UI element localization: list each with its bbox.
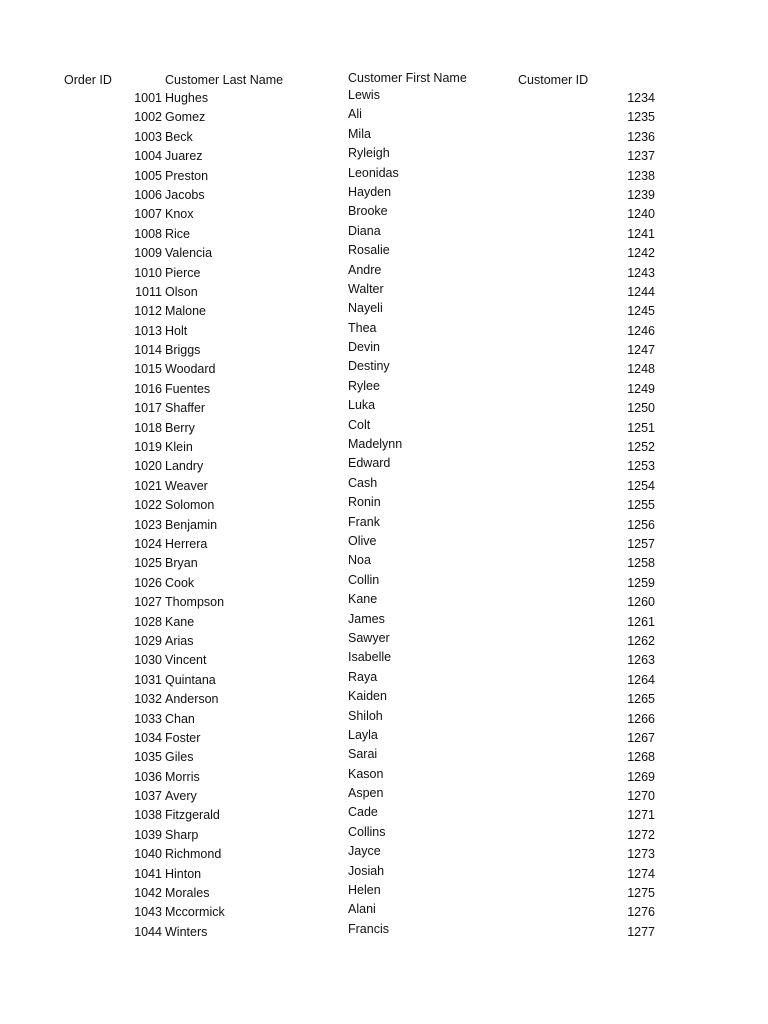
cell-customer-last-name: Hughes [165, 91, 209, 105]
cell-customer-last-name: Rice [165, 226, 191, 241]
cell-order-id: 1039 [134, 827, 162, 842]
cell-customer-first-name: Colt [348, 417, 371, 432]
cell-order-id: 1002 [134, 110, 162, 125]
cell-customer-first-name: Edward [348, 456, 391, 471]
cell-customer-id: 1245 [627, 304, 655, 319]
cell-customer-last-name: Mccormick [165, 905, 225, 920]
cell-customer-id: 1276 [627, 905, 655, 920]
cell-customer-first-name: Alani [348, 902, 376, 917]
table-row [0, 380, 768, 399]
cell-customer-id: 1236 [627, 129, 655, 144]
cell-order-id: 1014 [134, 343, 162, 358]
cell-customer-last-name: Hinton [165, 866, 202, 881]
table-row [0, 535, 768, 554]
cell-customer-id: 1259 [627, 575, 655, 590]
table-row [0, 302, 768, 321]
cell-customer-last-name: Avery [165, 789, 197, 804]
cell-customer-first-name: Walter [348, 281, 384, 296]
table-row [0, 923, 768, 942]
header-row [0, 70, 768, 88]
cell-customer-last-name: Berry [165, 420, 195, 435]
cell-customer-id: 1239 [627, 187, 655, 202]
table-row [0, 516, 768, 535]
cell-order-id: 1035 [134, 750, 162, 765]
cell-customer-last-name: Anderson [165, 692, 219, 707]
cell-customer-first-name: Thea [348, 320, 377, 335]
cell-customer-id: 1240 [627, 207, 655, 222]
cell-customer-first-name: Devin [348, 340, 380, 355]
cell-customer-id: 1273 [627, 847, 655, 862]
cell-order-id: 1017 [134, 401, 162, 416]
cell-customer-last-name: Preston [165, 168, 209, 183]
table-row [0, 826, 768, 845]
cell-customer-last-name: Briggs [165, 343, 201, 358]
cell-customer-first-name: Collins [348, 824, 386, 839]
cell-customer-first-name: Diana [348, 223, 381, 238]
cell-customer-first-name: Andre [348, 262, 382, 277]
cell-customer-id: 1269 [627, 769, 655, 784]
table-row [0, 496, 768, 515]
cell-customer-last-name: Thompson [165, 595, 225, 610]
cell-order-id: 1034 [134, 730, 162, 745]
cell-customer-id: 1249 [627, 381, 655, 396]
cell-customer-id: 1271 [627, 808, 655, 823]
cell-customer-first-name: Hayden [348, 184, 392, 199]
cell-customer-id: 1263 [627, 653, 655, 668]
cell-customer-first-name: Rylee [348, 378, 380, 393]
cell-customer-first-name: Collin [348, 572, 380, 587]
header-customer-first-name: Customer First Name [348, 71, 467, 85]
cell-order-id: 1036 [134, 769, 162, 784]
table-row [0, 244, 768, 263]
cell-order-id: 1033 [134, 711, 162, 726]
cell-customer-id: 1255 [627, 498, 655, 513]
header-customer-id: Customer ID [518, 73, 589, 87]
table-row [0, 651, 768, 670]
cell-customer-id: 1274 [627, 866, 655, 881]
cell-customer-id: 1234 [627, 91, 655, 105]
cell-customer-first-name: Raya [348, 669, 378, 684]
cell-customer-first-name: Cade [348, 805, 378, 820]
cell-customer-id: 1266 [627, 711, 655, 726]
cell-customer-first-name: Francis [348, 921, 389, 936]
cell-customer-first-name: Kane [348, 592, 378, 607]
cell-customer-first-name: Jayce [348, 844, 381, 859]
cell-order-id: 1010 [134, 265, 162, 280]
cell-customer-first-name: Nayeli [348, 301, 383, 316]
cell-customer-last-name: Herrera [165, 536, 208, 551]
cell-customer-first-name: Brooke [348, 204, 388, 219]
cell-customer-first-name: Leonidas [348, 165, 399, 180]
cell-customer-first-name: Rosalie [348, 243, 390, 258]
cell-order-id: 1038 [134, 808, 162, 823]
cell-order-id: 1007 [134, 207, 162, 222]
header-order-id: Order ID [64, 73, 112, 87]
cell-customer-last-name: Fitzgerald [165, 808, 220, 823]
cell-order-id: 1025 [134, 556, 162, 571]
table-row [0, 884, 768, 903]
table-row [0, 787, 768, 806]
cell-customer-first-name: Luka [348, 398, 376, 413]
cell-order-id: 1021 [134, 478, 162, 493]
cell-order-id: 1040 [134, 847, 162, 862]
cell-order-id: 1043 [134, 905, 162, 920]
cell-customer-id: 1238 [627, 168, 655, 183]
table-row [0, 205, 768, 224]
cell-order-id: 1042 [134, 886, 162, 901]
cell-customer-id: 1246 [627, 323, 655, 338]
cell-order-id: 1031 [134, 672, 162, 687]
cell-customer-last-name: Vincent [165, 653, 207, 668]
cell-order-id: 1041 [134, 866, 162, 881]
cell-customer-id: 1261 [627, 614, 655, 629]
table-row [0, 264, 768, 283]
cell-customer-id: 1260 [627, 595, 655, 610]
cell-customer-last-name: Sharp [165, 827, 199, 842]
table-row [0, 322, 768, 341]
table-row [0, 360, 768, 379]
cell-customer-id: 1272 [627, 827, 655, 842]
cell-customer-first-name: Olive [348, 533, 377, 548]
cell-customer-last-name: Chan [165, 711, 195, 726]
cell-customer-id: 1268 [627, 750, 655, 765]
cell-customer-first-name: Frank [348, 514, 380, 529]
cell-customer-last-name: Malone [165, 304, 206, 319]
cell-customer-first-name: Aspen [348, 786, 384, 801]
cell-customer-id: 1251 [627, 420, 655, 435]
cell-customer-last-name: Holt [165, 323, 188, 338]
cell-customer-id: 1275 [627, 886, 655, 901]
cell-order-id: 1012 [134, 304, 162, 319]
cell-customer-last-name: Olson [165, 284, 198, 299]
table-row [0, 477, 768, 496]
cell-customer-id: 1237 [627, 149, 655, 164]
cell-customer-last-name: Klein [165, 440, 193, 455]
cell-customer-last-name: Woodard [165, 362, 216, 377]
cell-order-id: 1032 [134, 692, 162, 707]
table-row [0, 748, 768, 767]
cell-customer-id: 1235 [627, 110, 655, 125]
cell-customer-last-name: Gomez [165, 110, 206, 125]
cell-customer-last-name: Morales [165, 886, 210, 901]
cell-customer-last-name: Morris [165, 769, 200, 784]
cell-order-id: 1027 [134, 595, 162, 610]
cell-order-id: 1004 [134, 149, 162, 164]
table-row [0, 690, 768, 709]
cell-order-id: 1015 [134, 362, 162, 377]
cell-customer-first-name: Shiloh [348, 708, 383, 723]
cell-customer-first-name: Destiny [348, 359, 390, 374]
cell-customer-id: 1252 [627, 440, 655, 455]
cell-customer-last-name: Benjamin [165, 517, 218, 532]
cell-customer-first-name: Kaiden [348, 689, 387, 704]
cell-customer-id: 1270 [627, 789, 655, 804]
cell-order-id: 1023 [134, 517, 162, 532]
table-row [0, 710, 768, 729]
cell-customer-last-name: Pierce [165, 265, 201, 280]
cell-customer-id: 1256 [627, 517, 655, 532]
cell-customer-first-name: Kason [348, 766, 384, 781]
cell-order-id: 1044 [134, 924, 162, 939]
cell-customer-last-name: Quintana [165, 672, 216, 687]
cell-customer-id: 1243 [627, 265, 655, 280]
cell-customer-first-name: Isabelle [348, 650, 392, 665]
table-row [0, 554, 768, 573]
cell-order-id: 1011 [135, 284, 162, 299]
cell-customer-last-name: Solomon [165, 498, 215, 513]
cell-order-id: 1020 [134, 459, 162, 474]
cell-customer-id: 1265 [627, 692, 655, 707]
table-row [0, 283, 768, 302]
cell-customer-first-name: Madelynn [348, 437, 403, 452]
cell-customer-id: 1253 [627, 459, 655, 474]
cell-customer-id: 1242 [627, 246, 655, 261]
cell-order-id: 1009 [134, 246, 162, 261]
table-row [0, 865, 768, 884]
cell-customer-last-name: Knox [165, 207, 194, 222]
table-row [0, 457, 768, 476]
cell-customer-last-name: Foster [165, 730, 201, 745]
cell-customer-first-name: Ronin [348, 495, 381, 510]
cell-customer-id: 1262 [627, 633, 655, 648]
cell-customer-first-name: Layla [348, 727, 378, 742]
cell-customer-id: 1244 [627, 284, 655, 299]
cell-customer-id: 1258 [627, 556, 655, 571]
cell-customer-last-name: Beck [165, 129, 193, 144]
cell-customer-id: 1250 [627, 401, 655, 416]
cell-order-id: 1008 [134, 226, 162, 241]
table-row [0, 729, 768, 748]
cell-customer-last-name: Bryan [165, 556, 198, 571]
cell-customer-first-name: Lewis [348, 88, 380, 102]
cell-order-id: 1005 [134, 168, 162, 183]
cell-customer-id: 1248 [627, 362, 655, 377]
cell-customer-id: 1241 [627, 226, 655, 241]
table-row [0, 768, 768, 787]
cell-order-id: 1026 [134, 575, 162, 590]
cell-order-id: 1024 [134, 536, 162, 551]
cell-order-id: 1022 [134, 498, 162, 513]
cell-customer-first-name: Noa [348, 553, 371, 568]
cell-customer-id: 1254 [627, 478, 655, 493]
cell-order-id: 1006 [134, 187, 162, 202]
table-row [0, 574, 768, 593]
cell-customer-first-name: James [348, 611, 385, 626]
cell-customer-last-name: Valencia [165, 246, 213, 261]
cell-customer-id: 1264 [627, 672, 655, 687]
cell-customer-last-name: Cook [165, 575, 195, 590]
cell-customer-first-name: Cash [348, 475, 378, 490]
table-row [0, 399, 768, 418]
cell-customer-last-name: Shaffer [165, 401, 206, 416]
data-rows [0, 89, 768, 942]
cell-order-id: 1028 [134, 614, 162, 629]
cell-customer-id: 1247 [627, 343, 655, 358]
cell-customer-last-name: Winters [165, 924, 208, 939]
cell-order-id: 1037 [134, 789, 162, 804]
cell-customer-last-name: Richmond [165, 847, 222, 862]
cell-customer-first-name: Ryleigh [348, 146, 390, 161]
cell-customer-first-name: Helen [348, 883, 381, 898]
cell-customer-last-name: Kane [165, 614, 195, 629]
cell-order-id: 1013 [134, 323, 162, 338]
cell-order-id: 1030 [134, 653, 162, 668]
cell-customer-id: 1277 [627, 924, 655, 939]
cell-customer-id: 1257 [627, 536, 655, 551]
header-customer-last-name: Customer Last Name [165, 73, 284, 87]
cell-order-id: 1029 [134, 633, 162, 648]
table-row [0, 89, 768, 108]
cell-customer-first-name: Ali [348, 107, 362, 122]
cell-customer-last-name: Fuentes [165, 381, 211, 396]
cell-order-id: 1018 [134, 420, 162, 435]
cell-order-id: 1001 [134, 91, 162, 105]
cell-customer-id: 1267 [627, 730, 655, 745]
cell-customer-first-name: Sawyer [348, 630, 390, 645]
cell-customer-last-name: Landry [165, 459, 204, 474]
cell-customer-last-name: Jacobs [165, 187, 205, 202]
cell-customer-first-name: Josiah [348, 863, 385, 878]
cell-customer-first-name: Sarai [348, 747, 378, 762]
cell-customer-last-name: Juarez [165, 149, 203, 164]
cell-order-id: 1019 [134, 440, 162, 455]
cell-customer-last-name: Arias [165, 633, 194, 648]
cell-order-id: 1003 [134, 129, 162, 144]
cell-order-id: 1016 [134, 381, 162, 396]
table-row [0, 108, 768, 127]
cell-customer-last-name: Giles [165, 750, 194, 765]
cell-customer-last-name: Weaver [165, 478, 208, 493]
cell-customer-first-name: Mila [348, 126, 371, 141]
